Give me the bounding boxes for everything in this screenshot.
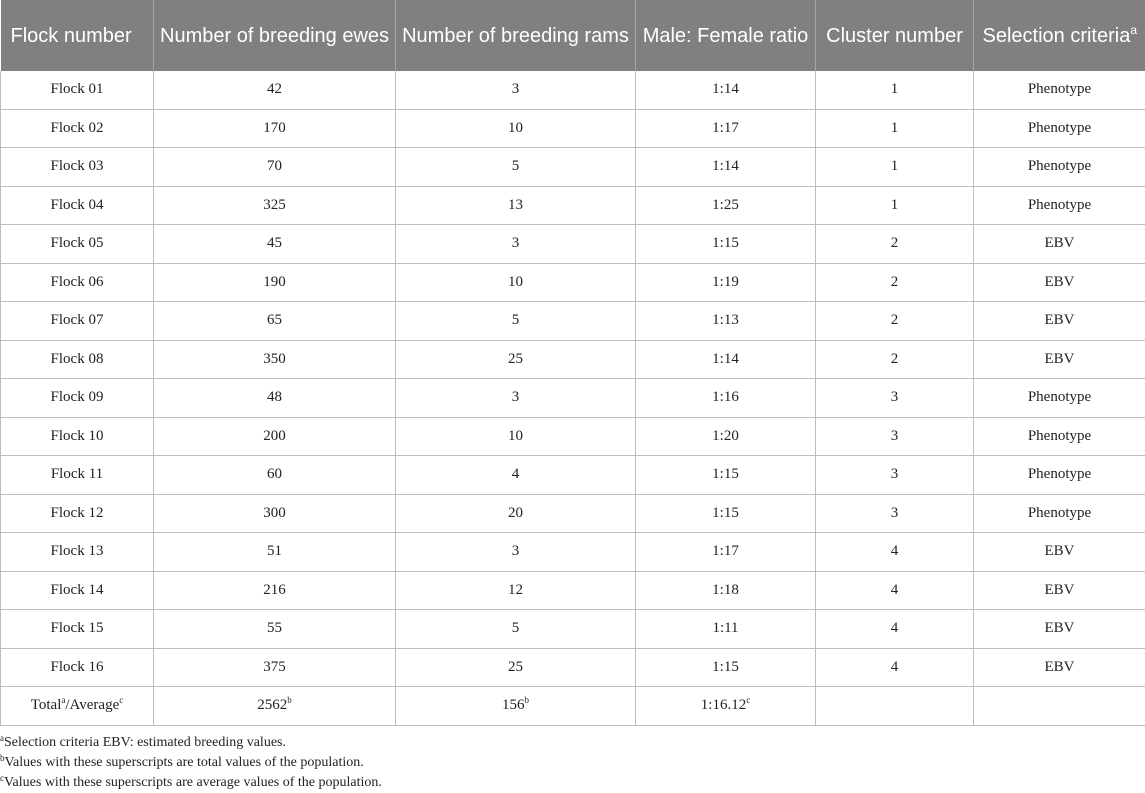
ewes-cell: 70: [154, 148, 396, 187]
rams-cell: 3: [396, 71, 636, 109]
flock-cell: Flock 04: [1, 186, 154, 225]
header-selection-criteria-label: Selection criteria: [982, 25, 1130, 47]
cluster-cell: 4: [816, 533, 974, 572]
footnote-marker: a: [0, 733, 4, 743]
cluster-cell: 1: [816, 186, 974, 225]
footnote-marker: a: [61, 695, 65, 705]
header-sex-ratio: Male: Female ratio: [636, 0, 816, 71]
rams-cell: 3: [396, 225, 636, 264]
table-row: [1, 340, 1145, 379]
rams-cell: 5: [396, 302, 636, 341]
flock-cell: Flock 15: [1, 610, 154, 649]
ratio-cell: 1:18: [636, 571, 816, 610]
footnote-text: Selection criteria EBV: estimated breeding values.: [4, 735, 286, 750]
rams-cell: 5: [396, 610, 636, 649]
ewes-cell: 375: [154, 648, 396, 687]
criteria-cell: Phenotype: [974, 494, 1145, 533]
rams-cell: 4: [396, 456, 636, 495]
ratio-cell: 1:20: [636, 417, 816, 456]
ewes-cell: 65: [154, 302, 396, 341]
cluster-cell: 2: [816, 340, 974, 379]
cluster-cell: 3: [816, 494, 974, 533]
rams-cell: 13: [396, 186, 636, 225]
flock-cell: Flock 10: [1, 417, 154, 456]
ratio-cell: 1:14: [636, 148, 816, 187]
ratio-cell: 1:19: [636, 263, 816, 302]
rams-cell: 25: [396, 648, 636, 687]
ratio-cell: 1:11: [636, 610, 816, 649]
table-header-row: [1, 0, 1145, 71]
table-row: [1, 302, 1145, 341]
total-ewes-value: 2562: [257, 697, 287, 713]
cluster-cell: 1: [816, 148, 974, 187]
table-row: [1, 494, 1145, 533]
table-row: [1, 456, 1145, 495]
ratio-cell: 1:17: [636, 109, 816, 148]
criteria-cell: EBV: [974, 533, 1145, 572]
table-row: [1, 186, 1145, 225]
total-label-text: Total: [31, 697, 62, 713]
ewes-cell: 45: [154, 225, 396, 264]
rams-cell: 10: [396, 263, 636, 302]
footnote-b: [0, 753, 382, 773]
rams-cell: 25: [396, 340, 636, 379]
cluster-cell: 2: [816, 263, 974, 302]
ratio-cell: 1:14: [636, 340, 816, 379]
flock-cell: Flock 08: [1, 340, 154, 379]
ewes-cell: 200: [154, 417, 396, 456]
flock-cell: Flock 12: [1, 494, 154, 533]
table-body: [1, 71, 1145, 725]
table-row: [1, 225, 1145, 264]
flock-cell: Flock 02: [1, 109, 154, 148]
footnote-text: Values with these superscripts are average values of the population.: [4, 775, 382, 790]
ratio-cell: 1:13: [636, 302, 816, 341]
total-ewes: [154, 687, 396, 726]
criteria-cell: Phenotype: [974, 148, 1145, 187]
ratio-cell: 1:15: [636, 225, 816, 264]
footnote-marker: b: [0, 753, 5, 763]
ewes-cell: 170: [154, 109, 396, 148]
ewes-cell: 51: [154, 533, 396, 572]
flock-cell: Flock 06: [1, 263, 154, 302]
criteria-cell: Phenotype: [974, 186, 1145, 225]
ratio-cell: 1:17: [636, 533, 816, 572]
rams-cell: 10: [396, 417, 636, 456]
flock-cell: Flock 09: [1, 379, 154, 418]
table-row: [1, 71, 1145, 109]
criteria-cell: EBV: [974, 340, 1145, 379]
header-breeding-ewes: Number of breeding ewes: [154, 0, 396, 71]
cluster-cell: 1: [816, 109, 974, 148]
cluster-cell: 4: [816, 648, 974, 687]
flock-cell: Flock 11: [1, 456, 154, 495]
table-row: [1, 379, 1145, 418]
criteria-cell: Phenotype: [974, 456, 1145, 495]
table-row: [1, 417, 1145, 456]
total-row: [1, 687, 1145, 726]
average-ratio-value: 1:16.12: [701, 697, 746, 713]
total-rams-value: 156: [502, 697, 525, 713]
ewes-cell: 216: [154, 571, 396, 610]
footnote-marker: c: [0, 773, 4, 783]
cluster-cell: 2: [816, 225, 974, 264]
footnote-text: Values with these superscripts are total values of the population.: [5, 755, 364, 770]
cluster-cell: 1: [816, 71, 974, 109]
cluster-cell: 3: [816, 417, 974, 456]
criteria-cell: Phenotype: [974, 417, 1145, 456]
table-row: [1, 610, 1145, 649]
cluster-cell: 2: [816, 302, 974, 341]
cluster-cell: 3: [816, 379, 974, 418]
criteria-cell: EBV: [974, 610, 1145, 649]
header-flock-number: Flock number: [1, 0, 154, 71]
rams-cell: 3: [396, 379, 636, 418]
criteria-cell: EBV: [974, 571, 1145, 610]
header-selection-criteria: [974, 0, 1145, 71]
ewes-cell: 350: [154, 340, 396, 379]
table-row: [1, 263, 1145, 302]
criteria-cell: EBV: [974, 225, 1145, 264]
footnote-a: [0, 733, 382, 753]
ratio-cell: 1:25: [636, 186, 816, 225]
ewes-cell: 48: [154, 379, 396, 418]
rams-cell: 5: [396, 148, 636, 187]
footnote-c: [0, 773, 382, 793]
table-row: [1, 571, 1145, 610]
ewes-cell: 300: [154, 494, 396, 533]
flock-cell: Flock 14: [1, 571, 154, 610]
cluster-cell: 4: [816, 571, 974, 610]
footnote-marker: c: [119, 695, 123, 705]
flock-cell: Flock 05: [1, 225, 154, 264]
total-label-sep: /Average: [65, 697, 119, 713]
criteria-cell: EBV: [974, 302, 1145, 341]
ewes-cell: 190: [154, 263, 396, 302]
criteria-cell: EBV: [974, 263, 1145, 302]
table-row: [1, 148, 1145, 187]
table-row: [1, 533, 1145, 572]
ratio-cell: 1:16: [636, 379, 816, 418]
table-row: [1, 109, 1145, 148]
footnote-marker: c: [746, 695, 750, 705]
flock-cell: Flock 16: [1, 648, 154, 687]
flock-cell: Flock 07: [1, 302, 154, 341]
header-breeding-rams: Number of breeding rams: [396, 0, 636, 71]
ratio-cell: 1:15: [636, 494, 816, 533]
flock-cell: Flock 13: [1, 533, 154, 572]
rams-cell: 3: [396, 533, 636, 572]
footnote-marker: b: [287, 695, 292, 705]
rams-cell: 12: [396, 571, 636, 610]
rams-cell: 20: [396, 494, 636, 533]
header-cluster-number: Cluster number: [816, 0, 974, 71]
footnotes: [0, 733, 382, 793]
table-row: [1, 648, 1145, 687]
criteria-cell: Phenotype: [974, 109, 1145, 148]
total-cluster-empty: [816, 687, 974, 726]
total-label: [1, 687, 154, 726]
cluster-cell: 3: [816, 456, 974, 495]
ewes-cell: 55: [154, 610, 396, 649]
ratio-cell: 1:15: [636, 648, 816, 687]
flock-cell: Flock 03: [1, 148, 154, 187]
criteria-cell: EBV: [974, 648, 1145, 687]
criteria-cell: Phenotype: [974, 71, 1145, 109]
flock-cell: Flock 01: [1, 71, 154, 109]
rams-cell: 10: [396, 109, 636, 148]
average-ratio: [636, 687, 816, 726]
ewes-cell: 42: [154, 71, 396, 109]
ratio-cell: 1:15: [636, 456, 816, 495]
cluster-cell: 4: [816, 610, 974, 649]
ewes-cell: 60: [154, 456, 396, 495]
ewes-cell: 325: [154, 186, 396, 225]
criteria-cell: Phenotype: [974, 379, 1145, 418]
total-rams: [396, 687, 636, 726]
footnote-marker: a: [1130, 23, 1137, 37]
total-criteria-empty: [974, 687, 1145, 726]
ratio-cell: 1:14: [636, 71, 816, 109]
footnote-marker: b: [525, 695, 530, 705]
